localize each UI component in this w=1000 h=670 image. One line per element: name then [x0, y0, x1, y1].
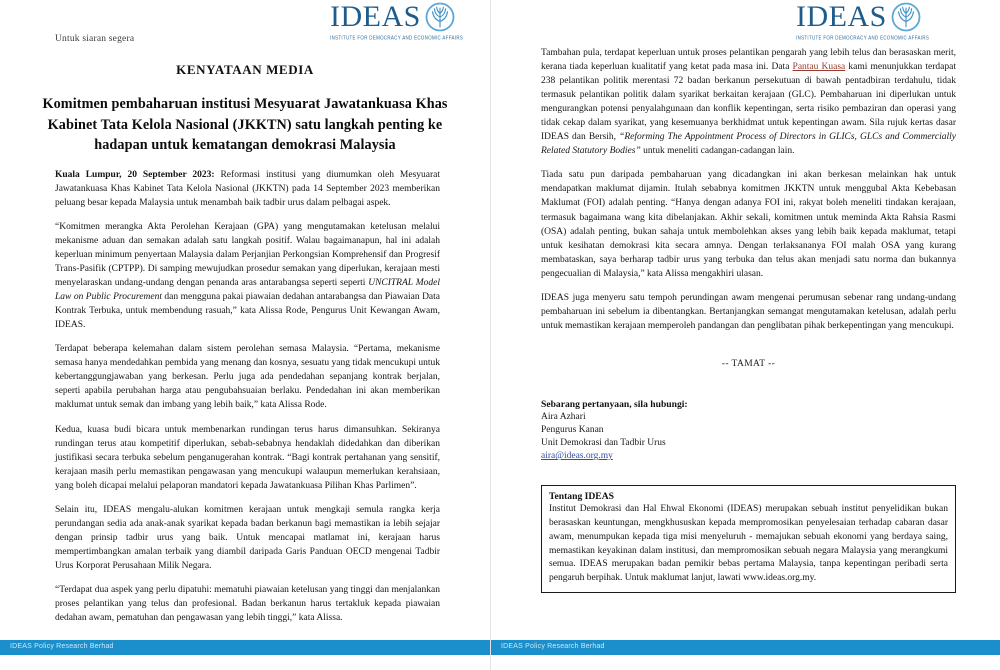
paragraph-public-consultation: IDEAS juga menyeru satu tempoh perundingan awam mengenai perumusan sebenar rang undang-undang pembaharuan ini sebelum ia dibentangkan. Bertanjangkan semangat mengutamakan ketelusan, adalah perlu untuk memastikan kerajaan memperoleh pandangan dan penglibatan pihak berkepentingan yang mencukupi. [541, 292, 956, 331]
paragraph-direct-negotiation: Kedua, kuasa budi bicara untuk membenarkan rundingan terus harus dimansuhkan. Sekiranya rundingan terus atau kompetitif diperlukan, sebab-sebabnya hendaklah didedahkan dan diberikan justifikasi secara terbuka sebelum penganugerahan kontrak. “Bagi kontrak pertahanan yang sensitif, kerajaan masih perlu memastikan pengawasan yang mencukupi walaupun memerlukan kerahsiaan, yang boleh dicapai melalui pelaporan mandatori kepada Jawatankuasa Pilihan Khas Parlimen”. [55, 424, 440, 491]
footer-gap-left [0, 633, 490, 640]
ideas-logo-2 [796, 2, 956, 40]
footer-text-left: IDEAS Policy Research Berhad [10, 643, 114, 650]
ideas-logo-header-right [491, 0, 1000, 40]
about-ideas-title: Tentang IDEAS [549, 491, 614, 503]
logo-row [330, 2, 455, 32]
contact-role: Pengurus Kanan [541, 425, 604, 435]
para-2-part-b: dan mengguna pakai piawaian dedahan antarabangsa dan Piawaian Data Kontrak Terbuka, untuk membendung rasuah,” kata Alissa Rode, Pengurus Unit Kewangan Awam, IDEAS. [55, 292, 441, 331]
about-ideas-body: Institut Demokrasi dan Hal Ehwal Ekonomi (IDEAS) merupakan sebuah institut penyelidikan bukan berasaskan keuntungan, mengkhususkan kepada mempromosikan penyelesaian terhadap cabaran dasar awam, menumpukan kepada tiga misi menyeluruh - memajukan sebuah ekonomi yang berdaya saing, memastikan keyakinan dalam institusi, dan mempromosikan sebuah negara Malaysia yang merangkumi semua. IDEAS merupakan badan pemikir bebas pertama Malaysia, tanpa kepentingan peribadi serta pengaruh berpihak. Untuk maklumat lanjut, lawati www.ideas.org.my. [549, 504, 948, 584]
about-ideas-box [541, 485, 956, 593]
end-marker: -- TAMAT -- [721, 358, 776, 369]
para-r1-part-c: untuk meneliti cadangan-cadangan lain. [640, 146, 795, 157]
page-footer-right [491, 640, 1000, 655]
paragraph-oecd-framework: Selain itu, IDEAS mengalu-alukan komitmen kerajaan untuk mengkaji semula rangka kerja perundangan sedia ada anak-anak syarikat kepada badan berkanun bagi memastikan ia lebih sejajar dengan prinsip tadbir urus yang baik. Untuk mencapai matlamat ini, kerajaan harus mempertimbangkan amalan terbaik yang diambil daripada Garis Panduan OECD mengenai Tadbir Urus Korporat Perusahaan Milik Negara. [55, 504, 440, 571]
logo-row-2 [796, 2, 921, 32]
left-column-body [0, 168, 490, 625]
contact-unit: Unit Demokrasi dan Tadbir Urus [541, 438, 666, 449]
lead-text: Reformasi institusi yang diumumkan oleh Mesyuarat Jawatankuasa Khas Kabinet Tata Kelola Nasional (JKKTN) pada 14 September 2023 memberikan peluang besar kepada Malaysia untuk menambah baik tadbir urus dalam pelbagai aspek. [55, 169, 440, 208]
paragraph-two-aspects: “Terdapat dua aspek yang perlu dipatuhi: mematuhi piawaian ketelusan yang tinggi dan menjalankan proses pelantikan yang telus dan profesional. Badan berkanun harus tertakluk kepada piawaian dedahan awam, pematuhan dan pengawasan yang lebih tinggi,” kata Alissa. [55, 585, 440, 624]
uncitral-title: UNCITRAL Model Law on Public Procurement [55, 278, 440, 303]
release-note: Untuk siaran segera [55, 34, 135, 44]
document-page-2 [490, 0, 1000, 670]
logo-wordmark: IDEAS [330, 0, 421, 33]
paragraph-procurement-weakness: Terdapat beberapa kelemahan dalam sistem perolehan semasa Malaysia. “Pertama, mekanisme semasa hanya mendedahkan pembida yang menang dan kosnya, sesuatu yang tidak mencukupi untuk kebertanggungjawaban yang berkesan. Perlu juga ada pendedahan sepanjang kontrak berjalan, seperti apabila perubahan harga atau pengubahsuaian berlaku. Pendedahan ini akan memberikan maklumat untuk semak dan imbang yang lebih baik,” kata Alissa Rode. [55, 344, 440, 411]
contact-heading: Sebarang pertanyaan, sila hubungi: [541, 398, 688, 410]
para-r1-part-b: kami menunjukkan terdapat 238 pelantikan politik merentasi 72 badan berkanun persekutuan di bawah pentadbiran terdahulu, tidak termasuk pelantikan politik dalam syarikat berkaitan kerajaan (GLC). Pembaharuan ini diperlukan untuk mengurangkan potensi penyalahgunaan dan konflik kepentingan, serta risiko pembaziran dan operasi yang tidak cekap dalam syarikat, yang kesemuanya berkhidmat untuk kepentingan awam. Sila rujuk kertas dasar IDEAS dan Bersih, [541, 62, 956, 143]
para-2-part-a: “Komitmen merangka Akta Perolehan Kerajaan (GPA) yang mengutamakan ketelusan melalui mekanisme aduan dan semakan adalah satu langkah positif. Walau bagaimanapun, hal ini adalah keperluan minimum penyertaan Malaysia dalam Perjanjian Perkongsian Komprehensif dan Progresif Trans-Pasifik (CPTPP). Di samping mewujudkan prosedur semakan yang diperlukan, kerajaan mesti menyelaraskan undang-undang dengan penanda aras antarabangsa seperti seperti [55, 221, 440, 289]
footer-gap-right [491, 633, 1000, 640]
reforming-paper-title: “Reforming The Appointment Process of Directors in GLICs, GLCs and Commercially Related Statutory Bodies” [541, 132, 956, 157]
paragraph-director-appointments [541, 46, 956, 158]
page-footer-left [0, 640, 490, 655]
page-1-content [0, 0, 490, 655]
document-page-1 [0, 0, 490, 670]
contact-email-link[interactable]: aira@ideas.org.my [541, 451, 613, 462]
paragraph-foi-osa: Tiada satu pun daripada pembaharuan yang dicadangkan ini akan berkesan melainkan hak untuk mendapatkan maklumat dijamin. Itulah sebabnya komitmen JKKTN untuk menggubal Akta Kebebasan Maklumat (FOI) adalah penting. “Hanya dengan adanya FOI ini, rakyat boleh meneliti tindakan kerajaan, termasuk bagaimana wang kita dibelanjakan. Akhir sekali, komitmen untuk meminda Akta Rahsia Rasmi (OSA) adalah penting, bukan sahaja untuk membolehkan akses yang lebih baik kepada maklumat, tetapi untuk kesihatan demokrasi kita secara amnya. Dengan terlaksananya FOI malah OSA yang kurang membataskan, saya berharap tadbir urus yang terbuka dan telus akan menjadi satu norma dan bukannya pengecualian di Malaysia,” kata Alissa mengakhiri ulasan. [541, 170, 956, 279]
page-kicker: KENYATAAN MEDIA [176, 62, 314, 77]
paragraph-lead [55, 168, 440, 210]
paragraph-gpa-quote [55, 220, 440, 332]
contact-name: Aira Azhari [541, 411, 586, 422]
dateline: Kuala Lumpur, 20 September 2023: [55, 169, 215, 180]
footer-text-right: IDEAS Policy Research Berhad [501, 643, 605, 650]
page-title: Komitmen pembaharuan institusi Mesyuarat Jawatankuasa Khas Kabinet Tata Kelola Nasional (JKKTN) satu langkah penting ke hadapan untuk kematangan demokrasi Malaysia [42, 96, 448, 154]
logo-tagline-2: INSTITUTE FOR DEMOCRACY AND ECONOMIC AFFAIRS [796, 35, 930, 41]
page-2-content [491, 0, 1000, 655]
logo-wordmark-2: IDEAS [796, 0, 887, 33]
pantau-kuasa-link[interactable]: Pantau Kuasa [792, 62, 846, 73]
logo-tagline: INSTITUTE FOR DEMOCRACY AND ECONOMIC AFFAIRS [330, 35, 464, 41]
right-column-body [491, 46, 1000, 593]
contact-email-line [541, 450, 956, 463]
ideas-leaf-emblem-icon [425, 2, 455, 32]
ideas-logo [330, 2, 490, 40]
ideas-leaf-emblem-icon-2 [891, 2, 921, 32]
contact-block [541, 399, 956, 463]
para-r1-part-a: Tambahan pula, terdapat keperluan untuk proses pelantikan pengarah yang lebih telus dan berasaskan merit, kerana tiada keperluan kualitatif yang ketat pada masa ini. Data [541, 48, 956, 73]
